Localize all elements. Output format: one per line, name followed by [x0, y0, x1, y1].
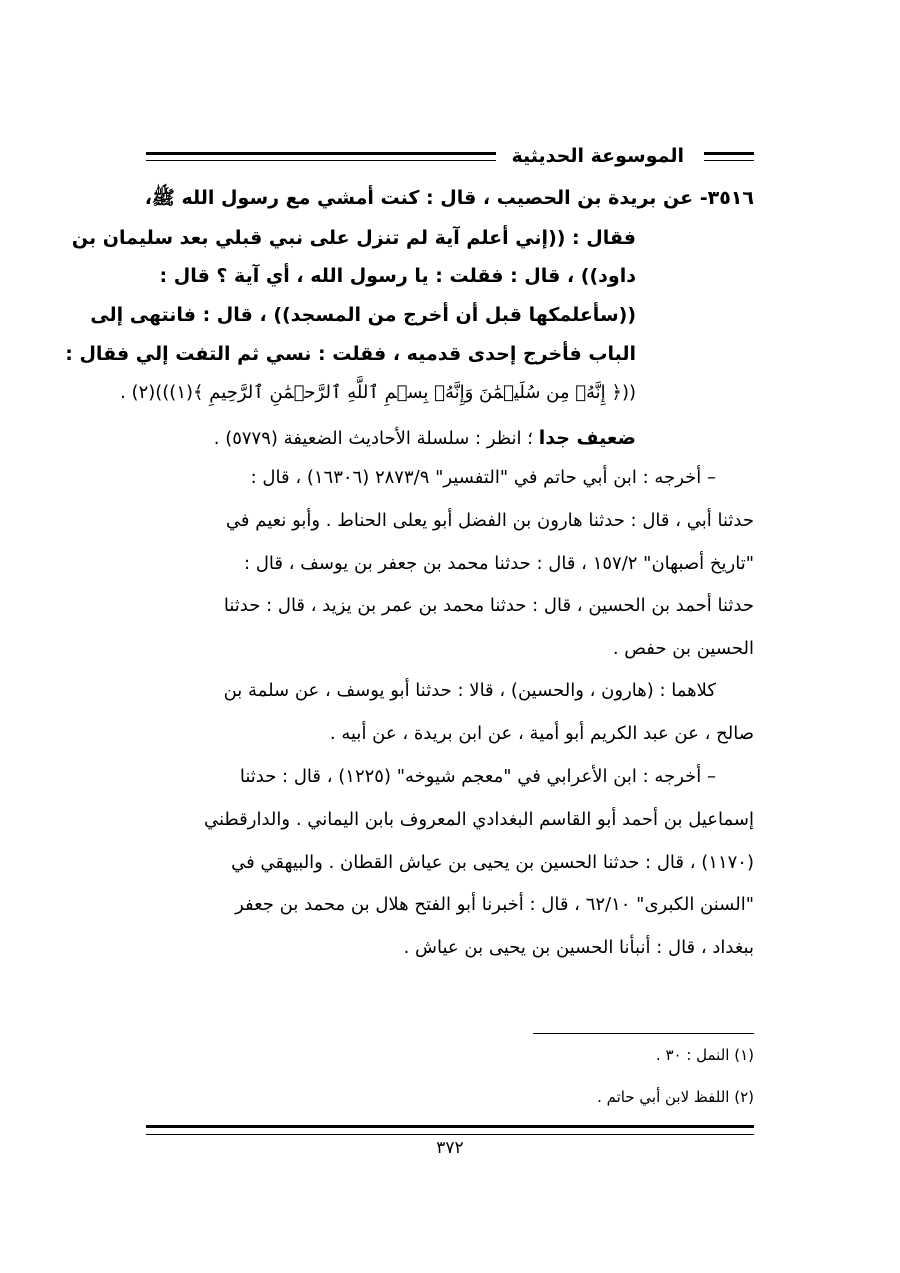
takhrij-line: الحسين بن حفص .	[612, 638, 754, 659]
takhrij-line: حدثنا أحمد بن الحسين ، قال : حدثنا محمد بن عمر بن يزيد ، قال : حدثنا	[223, 595, 754, 616]
footnote-separator	[533, 1033, 754, 1034]
takhrij-line: – أخرجه : ابن الأعرابي في "معجم شيوخه" (١٢٢٥) ، قال : حدثنا	[239, 766, 716, 787]
takhrij-line: "السنن الكبرى" ٦٢/١٠ ، قال : أخبرنا أبو الفتح هلال بن محمد بن جعفر	[235, 894, 754, 915]
hadith-line-quran: ((﴿ إِنَّهُۥ مِن سُلَيۡمَٰنَ وَإِنَّهُۥ بِسۡمِ ٱللَّهِ ٱلرَّحۡمَٰنِ ٱلرَّحِيمِ ﴾(١)))(٢) .	[120, 382, 636, 403]
takhrij-line: – أخرجه : ابن أبي حاتم في "التفسير" ٢٨٧٣/٩ (١٦٣٠٦) ، قال :	[250, 467, 716, 488]
hadith-line: الباب فأخرج إحدى قدميه ، فقلت : نسي ثم التفت إلي فقال :	[65, 343, 636, 365]
takhrij-line: حدثنا أبي ، قال : حدثنا هارون بن الفضل أبو يعلى الحناط . وأبو نعيم في	[225, 510, 754, 531]
grading-label: ضعيف جدا	[538, 427, 636, 449]
takhrij-line: كلاهما : (هارون ، والحسين) ، قالا : حدثنا أبو يوسف ، عن سلمة بن	[223, 680, 716, 701]
page-title: الموسوعة الحديثية	[511, 145, 684, 167]
takhrij-line: صالح ، عن عبد الكريم أبو أمية ، عن ابن بريدة ، عن أبيه .	[329, 723, 754, 744]
hadith-line: ٣٥١٦- عن بريدة بن الحصيب ، قال : كنت أمشي مع رسول الله ﷺ،	[144, 187, 754, 209]
page-number: ٣٧٢	[436, 1138, 464, 1158]
hadith-line: داود)) ، قال : فقلت : يا رسول الله ، أي آية ؟ قال :	[159, 265, 636, 287]
takhrij-line: (١١٧٠) ، قال : حدثنا الحسين بن يحيى بن عياش القطان . والبيهقي في	[231, 852, 754, 873]
footnote-2: (٢) اللفظ لابن أبي حاتم .	[597, 1088, 754, 1106]
footer-rule	[146, 1125, 754, 1135]
takhrij-line: إسماعيل بن أحمد أبو القاسم البغدادي المعروف بابن اليماني . والدارقطني	[203, 809, 754, 830]
hadith-line: فقال : ((إني أعلم آية لم تنزل على نبي قبلي بعد سليمان بن	[71, 227, 636, 249]
hadith-line: ((سأعلمكها قبل أن أخرج من المسجد)) ، قال : فانتهى إلى	[90, 304, 636, 326]
grading-line	[146, 420, 754, 456]
footnote-1: (١) النمل : ٣٠ .	[655, 1046, 754, 1064]
takhrij-line: ببغداد ، قال : أنبأنا الحسين بن يحيى بن عياش .	[403, 937, 754, 958]
takhrij-line: "تاريخ أصبهان" ١٥٧/٢ ، قال : حدثنا محمد بن جعفر بن يوسف ، قال :	[244, 553, 754, 574]
header-rule-left	[146, 152, 496, 161]
grading-text: ؛ انظر : سلسلة الأحاديث الضعيفة (٥٧٧٩) .	[213, 428, 533, 449]
header-rule-right	[704, 152, 754, 161]
running-header	[146, 142, 754, 170]
